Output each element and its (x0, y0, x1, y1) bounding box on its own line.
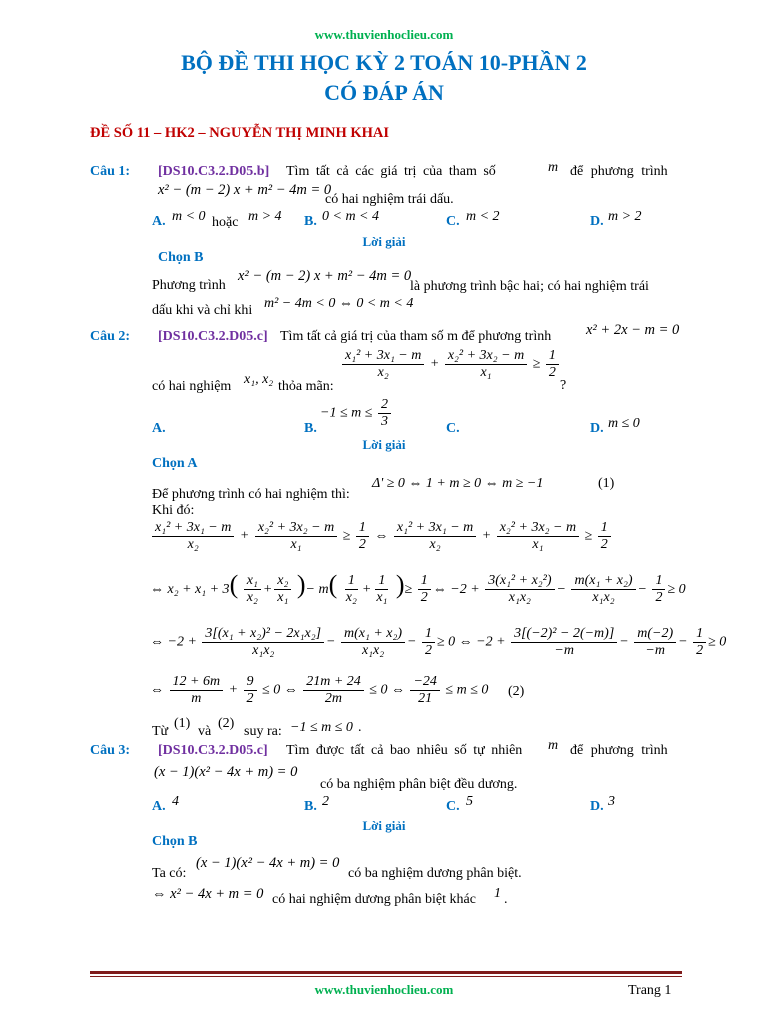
footer-site-link[interactable]: www.thuvienhoclieu.com (314, 982, 454, 997)
period: . (358, 720, 362, 735)
option-b-value: 0 < m < 4 (322, 209, 380, 224)
option-d-value: m ≤ 0 (608, 416, 640, 431)
math-var: m (548, 738, 559, 753)
solution-text: Để phương trình có hai nghiệm thì: (152, 487, 350, 502)
footer-divider (90, 971, 682, 974)
question-code: [DS10.C3.2.D05.c] (158, 329, 268, 344)
equation-number: (2) (508, 684, 525, 699)
option-a-mid: hoặc (212, 215, 239, 230)
option-c-value: m < 2 (466, 209, 500, 224)
option-a-label[interactable]: A. (152, 214, 166, 229)
math-one: 1 (494, 886, 501, 901)
question-text: Tìm tất cả các giá trị của tham số (286, 164, 496, 179)
chosen-answer: Chọn B (158, 250, 204, 265)
result: −1 ≤ m ≤ 0 (290, 720, 353, 735)
option-b-value: −1 ≤ m ≤ $\frac{2}{3}$ (320, 397, 393, 430)
derivation-line-3: ⇔ −2 + $\frac{\text{3[(x₁ + x₂)² − 2x₁x₂]}}{\text{x₁x₂}}$ − $\frac{\text{m(x₁ + x₂)}}{\text{x₁x₂}}$ − $\frac{1}{2}$ ≥ 0 ⇔ −2 + $\frac{\text{3[(−2)² − 2(−m)]}}{-m}$ − $\frac{m(-2)}{-m}$ − $\frac{1}{2}$ ≥ 0 (150, 626, 727, 658)
footer-divider-thin (90, 976, 682, 977)
option-b-label[interactable]: B. (304, 421, 317, 436)
question-label: Câu 2: (90, 329, 131, 344)
document-subtitle: CÓ ĐÁP ÁN (324, 80, 444, 105)
solution-text: Ta có: (152, 866, 187, 881)
option-d-value: m > 2 (608, 209, 642, 224)
option-a-value: m < 0 (172, 209, 206, 224)
math-vars: x₁, x₂ (244, 372, 274, 387)
header-site-link[interactable]: www.thuvienhoclieu.com (314, 27, 454, 42)
question-code: [DS10.C3.2.D05.b] (158, 164, 270, 179)
option-a-value2: m > 4 (248, 209, 282, 224)
condition-fraction: $\frac{\text{x₁² + 3x₁ − m}}{\text{x₂}}$ + $\frac{\text{x₂² + 3x₂ − m}}{\text{x₁}}$ ≥ $\frac{1}{2}$ (340, 348, 561, 381)
equation-ref: (2) (218, 716, 235, 731)
question-text: có hai nghiệm (152, 379, 232, 394)
derivation-line-2: ⇔ x₂ + x₁ + 3( $\frac{\text{x₁}}{\text{x₂}}$ + $\frac{\text{x₂}}{\text{x₁}}$ )− m( $\frac{1}{\text{x₂}}$ + $\frac{1}{\text{x₁}}$ )≥ $\frac{1}{2}$ ⇔ −2 + $\frac{\text{3(x₁² + x₂²)}}{\text{x₁x₂}}$ − $\frac{\text{m(x₁ + x₂)}}{\text{x₁x₂}}$ − $\frac{1}{2}$ ≥ 0 (150, 570, 686, 606)
question-text: thỏa mãn: (278, 379, 334, 394)
derivation-line-4: ⇔ $\frac{12 + 6m}{m}$ + $\frac{9}{2}$ ≤ 0 ⇔ $\frac{21m + 24}{2m}$ ≤ 0 ⇔ $\frac{-24}{21}$ ≤ m ≤ 0 (150, 674, 489, 706)
option-d-label[interactable]: D. (590, 799, 604, 814)
solution-text: là phương trình bậc hai; có hai nghiệm trái (410, 279, 649, 294)
question-text: Tìm được tất cả bao nhiêu số tự nhiên (286, 743, 523, 758)
option-c-label[interactable]: C. (446, 799, 460, 814)
option-b-label[interactable]: B. (304, 799, 317, 814)
question-text: có hai nghiệm trái dấu. (325, 192, 454, 207)
chosen-answer: Chọn A (152, 456, 198, 471)
option-a-label[interactable]: A. (152, 421, 166, 436)
option-d-label[interactable]: D. (590, 421, 604, 436)
solution-text: Phương trình (152, 278, 226, 293)
equation-ref: (1) (174, 716, 191, 731)
solution-title: Lời giải (362, 437, 406, 452)
equation: x² − (m − 2) x + m² − 4m = 0 (238, 268, 412, 284)
document-title: BỘ ĐỀ THI HỌC KỲ 2 TOÁN 10-PHẦN 2 (181, 50, 587, 75)
question-label: Câu 3: (90, 743, 131, 758)
period: . (504, 892, 508, 907)
question-mark: ? (560, 378, 567, 393)
question-code: [DS10.C3.2.D05.c] (158, 743, 268, 758)
option-c-label[interactable]: C. (446, 421, 460, 436)
question-text: Tìm tất cả giá trị của tham số m để phương trình (280, 329, 552, 344)
solution-text: Từ (152, 724, 169, 739)
page-number: Trang 1 (628, 983, 672, 998)
option-d-value: 3 (608, 794, 615, 809)
option-b-value: 2 (322, 794, 329, 809)
equation: x² − (m − 2) x + m² − 4m = 0 (158, 182, 332, 198)
solution-text: Khi đó: (152, 503, 195, 518)
option-b-label[interactable]: B. (304, 214, 317, 229)
question-label: Câu 1: (90, 164, 131, 179)
solution-text: có hai nghiệm dương phân biệt khác (272, 892, 476, 907)
solution-text: có ba nghiệm dương phân biệt. (348, 866, 522, 881)
option-c-value: 5 (466, 794, 473, 809)
equation: x² + 2x − m = 0 (586, 322, 680, 338)
exam-title: ĐỀ SỐ 11 – HK2 – NGUYỄN THỊ MINH KHAI (90, 125, 390, 141)
solution-text: suy ra: (244, 724, 282, 739)
math-var: m (548, 160, 559, 175)
chosen-answer: Chọn B (152, 834, 198, 849)
question-text: để phương trình (570, 743, 668, 758)
equation: m² − 4m < 0 ⇔ 0 < m < 4 (264, 296, 414, 311)
question-text: có ba nghiệm phân biệt đều dương. (320, 777, 518, 792)
solution-title: Lời giải (362, 234, 406, 249)
derivation-line-1: $\frac{\text{x₁² + 3x₁ − m}}{\text{x₂}}$ + $\frac{\text{x₂² + 3x₂ − m}}{\text{x₁}}$ ≥ $\frac{1}{2}$ ⇔ $\frac{\text{x₁² + 3x₁ − m}}{\text{x₂}}$ + $\frac{\text{x₂² + 3x₂ − m}}{\text{x₁}}$ ≥ $\frac{1}{2}$ (150, 520, 613, 553)
option-a-value: 4 (172, 794, 179, 809)
option-d-label[interactable]: D. (590, 214, 604, 229)
solution-text: dấu khi và chỉ khi (152, 303, 253, 318)
equation: (x − 1)(x² − 4x + m) = 0 (154, 764, 298, 780)
question-text: để phương trình (570, 164, 668, 179)
equation: (x − 1)(x² − 4x + m) = 0 (196, 855, 340, 871)
option-c-label[interactable]: C. (446, 214, 460, 229)
equation: ⇔ x² − 4x + m = 0 (152, 886, 264, 902)
equation-number: (1) (598, 476, 615, 491)
solution-text: và (198, 724, 212, 739)
equation: Δ' ≥ 0 ⇔ 1 + m ≥ 0 ⇔ m ≥ −1 (372, 476, 544, 491)
option-a-label[interactable]: A. (152, 799, 166, 814)
solution-title: Lời giải (362, 818, 406, 833)
